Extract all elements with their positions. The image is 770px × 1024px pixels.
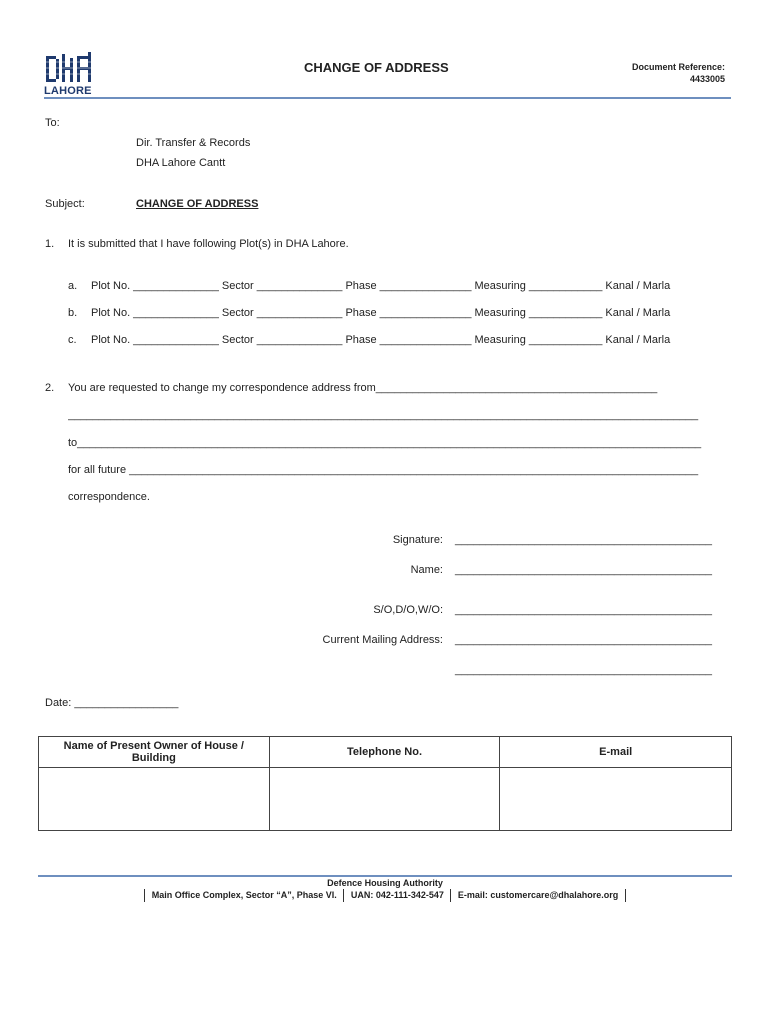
- footer-separator: [144, 889, 145, 902]
- footer-separator: [450, 889, 451, 902]
- plot-b-letter: b.: [68, 307, 78, 319]
- mailing-address-field-2[interactable]: __________________________________________: [455, 664, 712, 676]
- item-2-line-1[interactable]: You are requested to change my correspondence address from______________________________________________: [68, 382, 658, 394]
- subject-label: Subject:: [45, 198, 85, 210]
- telephone-cell[interactable]: [269, 768, 500, 831]
- owner-table-header-row: [39, 737, 732, 768]
- email-header: E-mail: [500, 737, 732, 768]
- owner-name-header: Name of Present Owner of House / Building: [39, 737, 270, 768]
- footer-rule: [38, 875, 732, 877]
- footer-separator: [625, 889, 626, 902]
- subject-value: CHANGE OF ADDRESS: [136, 198, 259, 210]
- name-field[interactable]: __________________________________________: [455, 564, 712, 576]
- logo-city: LAHORE: [44, 85, 92, 97]
- addressee-line-2: DHA Lahore Cantt: [136, 157, 226, 169]
- signature-field[interactable]: __________________________________________: [455, 534, 712, 546]
- relation-field[interactable]: __________________________________________: [455, 604, 712, 616]
- plot-a-line[interactable]: Plot No. ______________ Sector ______________ Phase _______________ Measuring ____________ Kanal / Marla: [91, 280, 671, 292]
- email-cell[interactable]: [500, 768, 732, 831]
- footer-uan: UAN: 042-111-342-547: [350, 889, 444, 900]
- owner-table: [38, 736, 732, 831]
- plot-c-letter: c.: [68, 334, 77, 346]
- footer-contact: [0, 889, 770, 902]
- header-rule: [44, 97, 731, 99]
- item-2-line-5: correspondence.: [68, 491, 150, 503]
- mailing-address-field-1[interactable]: __________________________________________: [455, 634, 712, 646]
- item-1-number: 1.: [45, 238, 55, 250]
- footer-separator: [343, 889, 344, 902]
- item-2-line-2[interactable]: _______________________________________________________________________________________________________: [68, 409, 699, 421]
- owner-name-cell[interactable]: [39, 768, 270, 831]
- footer-org: Defence Housing Authority: [327, 878, 443, 888]
- mailing-address-label: Current Mailing Address:: [322, 634, 443, 646]
- to-label: To:: [45, 117, 60, 129]
- doc-reference-value: 4433005: [689, 74, 725, 84]
- footer-email: E-mail: customercare@dhalahore.org: [457, 889, 619, 900]
- signature-label: Signature:: [392, 534, 443, 546]
- item-2-number: 2.: [45, 382, 55, 394]
- addressee-line-1: Dir. Transfer & Records: [136, 137, 251, 149]
- plot-c-line[interactable]: Plot No. ______________ Sector ______________ Phase _______________ Measuring ____________ Kanal / Marla: [91, 334, 671, 346]
- doc-reference-label: Document Reference:: [631, 62, 725, 72]
- plot-a-letter: a.: [68, 280, 78, 292]
- footer-office: Main Office Complex, Sector “A”, Phase VI.: [151, 889, 337, 900]
- telephone-header: Telephone No.: [269, 737, 500, 768]
- owner-table-row: [39, 768, 732, 831]
- relation-label: S/O,D/O,W/O:: [373, 604, 443, 616]
- date-field[interactable]: Date: _________________: [45, 697, 179, 709]
- item-2-line-3[interactable]: to______________________________________________________________________________________________________: [68, 437, 702, 449]
- plot-b-line[interactable]: Plot No. ______________ Sector ______________ Phase _______________ Measuring ____________ Kanal / Marla: [91, 307, 671, 319]
- name-label: Name:: [410, 564, 443, 576]
- document-title: CHANGE OF ADDRESS: [304, 60, 449, 75]
- item-1-text: It is submitted that I have following Plot(s) in DHA Lahore.: [68, 238, 349, 250]
- item-2-line-4[interactable]: _____________________________________________________________________________________________ for all future: [68, 464, 699, 476]
